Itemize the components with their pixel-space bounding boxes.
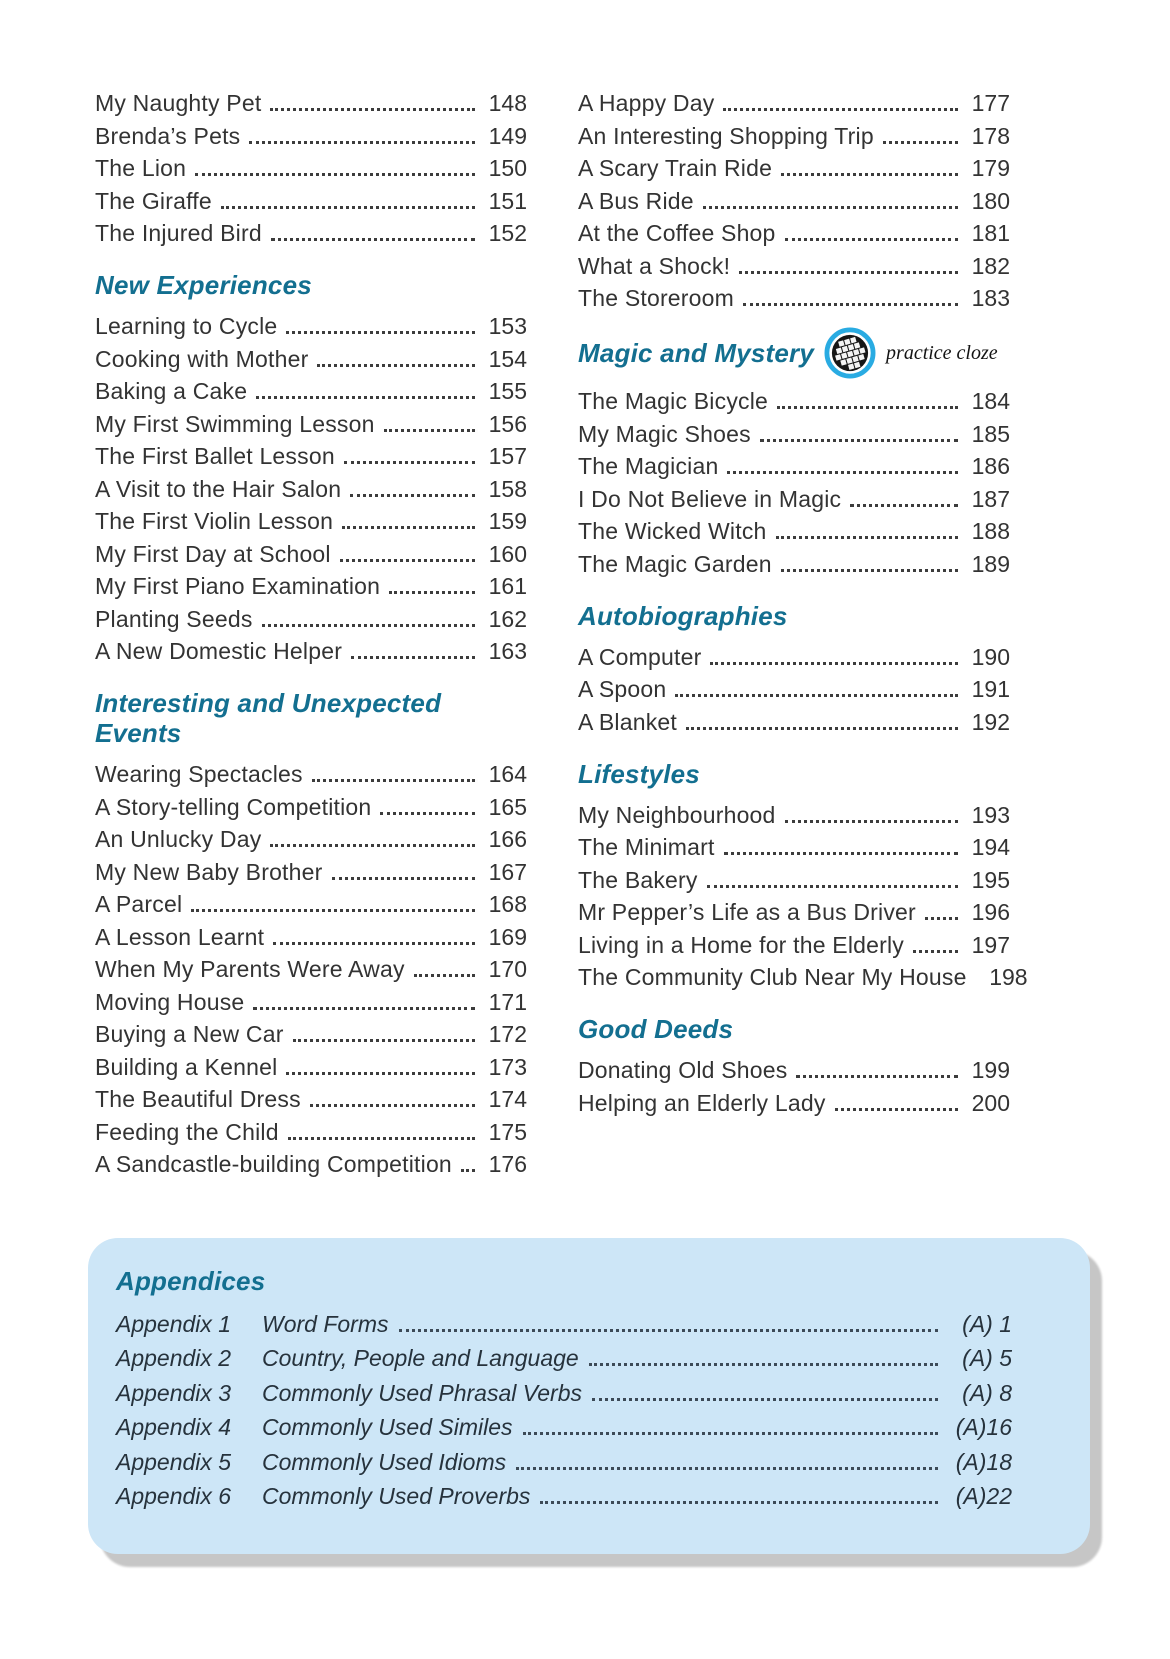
section-heading: New Experiences [95,270,312,300]
appendix-page-number: (A) 8 [962,1379,1012,1406]
entry-page-number: 181 [971,220,1010,246]
toc-entry [95,1053,527,1080]
dotted-leader [293,1039,475,1042]
dotted-leader [342,526,475,529]
dotted-leader [414,974,475,977]
dotted-leader [389,591,475,594]
entry-page-number: 155 [488,378,527,404]
dotted-leader [925,917,958,920]
toc-entry [578,520,1010,543]
toc-entry [578,222,1010,245]
appendix-title: Country, People and Language [262,1345,579,1371]
appendix-label: Appendix 3 [116,1379,232,1406]
entry-page-number: 172 [488,1021,527,1047]
dotted-leader [286,331,475,334]
entry-page-number: 153 [488,313,527,339]
toc-entry [95,540,527,567]
entry-title: A Happy Day [578,90,715,116]
toc-entry [95,763,527,786]
dotted-leader [776,536,958,539]
entry-title: The Giraffe [95,187,212,214]
toc-entry [95,380,527,403]
toc-entry [95,187,527,214]
entry-title: Cooking with Mother [95,345,309,372]
entry-page-number: 190 [971,643,1010,670]
dotted-leader [724,852,958,855]
entry-page-number: 158 [488,475,527,502]
toc-entry [578,485,1010,512]
entry-title: Helping an Elderly Lady [578,1089,826,1116]
entry-title: A New Domestic Helper [95,638,343,664]
toc-entry [578,1089,1010,1116]
entry-page-number: 182 [971,252,1010,279]
entry-title: Living in a Home for the Elderly [578,931,904,958]
dotted-leader [312,779,475,782]
entry-page-number: 196 [971,899,1010,925]
entry-title: The Lion [95,155,187,181]
toc-entry [578,187,1010,214]
appendix-row [116,1312,1012,1336]
toc-entry [95,575,527,598]
entry-page-number: 200 [971,1089,1010,1116]
entry-page-number: 199 [971,1057,1010,1083]
toc-entry [95,605,527,632]
entry-title: Learning to Cycle [95,313,278,339]
toc-entry [578,92,1010,115]
entry-page-number: 149 [488,122,527,149]
entry-page-number: 170 [488,956,527,982]
dotted-leader [340,559,475,562]
entry-page-number: 168 [488,891,527,917]
entry-page-number: 160 [488,540,527,567]
entry-page-number: 179 [971,155,1010,181]
entry-title: The First Ballet Lesson [95,443,335,469]
toc-entry [578,287,1010,310]
entry-page-number: 189 [971,550,1010,577]
entry-page-number: 154 [488,345,527,372]
toc-entry [95,315,527,338]
practice-cloze-badge [824,327,876,379]
dotted-leader [781,173,958,176]
entry-title: My First Swimming Lesson [95,410,375,437]
entry-title: A Parcel [95,891,183,917]
entry-title: My First Day at School [95,540,331,567]
entry-page-number: 159 [488,508,527,534]
toc-entry [578,866,1010,893]
toc-entry [95,640,527,663]
entry-title: My First Piano Examination [95,573,381,599]
appendix-title: Word Forms [262,1310,389,1337]
entry-page-number: 176 [488,1151,527,1177]
appendix-row [116,1346,1012,1370]
toc-entry [578,901,1010,924]
dotted-leader [195,173,475,176]
toc-entry [95,1023,527,1046]
dotted-leader [850,504,958,507]
entry-title: The Magic Garden [578,550,772,577]
practice-cloze-label: practice cloze [886,341,998,364]
entry-page-number: 166 [488,826,527,852]
entry-title: The Magic Bicycle [578,388,769,414]
entry-title: A Lesson Learnt [95,923,265,950]
entry-page-number: 186 [971,453,1010,479]
dotted-leader [883,141,958,144]
section-heading-row [578,326,1010,380]
dotted-leader [743,303,958,306]
entry-page-number: 192 [971,708,1010,735]
toc-entry [95,793,527,820]
appendix-row [116,1415,1012,1439]
entry-title: Mr Pepper’s Life as a Bus Driver [578,899,916,925]
toc-entry [95,828,527,851]
appendices-panel [88,1238,1090,1554]
entry-page-number: 191 [971,676,1010,702]
entry-page-number: 171 [488,988,527,1015]
entry-page-number: 183 [971,285,1010,311]
dotted-leader [271,238,475,241]
toc-entry [95,858,527,885]
entry-title: Moving House [95,988,245,1015]
entry-title: When My Parents Were Away [95,956,405,982]
entry-page-number: 187 [971,485,1010,512]
toc-column-right [578,90,1028,1124]
toc-column-left [95,92,527,1186]
entry-page-number: 164 [488,761,527,787]
toc-entry [95,958,527,981]
entry-page-number: 185 [971,420,1010,447]
dotted-leader [351,656,475,659]
entry-title: Buying a New Car [95,1021,284,1047]
toc-entry [95,92,527,115]
appendix-title: Commonly Used Idioms [262,1448,507,1475]
entry-title: A Blanket [578,708,677,735]
toc-entry [578,931,1010,958]
dotted-leader [380,812,475,815]
entry-title: The Storeroom [578,285,734,311]
section-heading: Magic and Mystery [578,338,815,368]
entry-title: Brenda’s Pets [95,122,241,149]
toc-columns [95,90,1028,1186]
entry-title: My New Baby Brother [95,858,323,885]
entry-title: A Computer [578,643,702,670]
appendix-page-number: (A)18 [955,1448,1012,1475]
entry-title: My Neighbourhood [578,801,776,828]
toc-entry [578,252,1010,279]
dotted-leader [723,108,958,111]
toc-entry [578,1059,1010,1082]
entry-title: My Naughty Pet [95,90,262,116]
entry-page-number: 148 [488,90,527,116]
appendix-label: Appendix 1 [116,1310,232,1337]
entry-page-number: 162 [488,605,527,632]
appendix-label: Appendix 6 [116,1483,232,1509]
dotted-leader [540,1501,938,1504]
entry-page-number: 174 [488,1086,527,1112]
appendix-title: Commonly Used Similes [262,1414,513,1440]
appendix-row [116,1484,1012,1508]
toc-entry [578,550,1010,577]
appendix-row [116,1381,1012,1405]
toc-entry [95,475,527,502]
entry-page-number: 156 [488,410,527,437]
entry-title: A Bus Ride [578,187,694,214]
toc-entry [95,1118,527,1145]
entry-page-number: 193 [971,801,1010,828]
entry-page-number: 152 [488,220,527,246]
toc-entry [95,157,527,180]
entry-title: The Minimart [578,834,715,860]
dotted-leader [191,909,475,912]
toc-entry [95,410,527,437]
entry-page-number: 167 [488,858,527,885]
dotted-leader [273,942,475,945]
dotted-leader [727,471,958,474]
entry-page-number: 157 [488,443,527,469]
section-heading: Good Deeds [578,1014,734,1044]
dotted-leader [286,1072,475,1075]
section-heading: Autobiographies [578,600,788,631]
dotted-leader [399,1329,939,1332]
entry-page-number: 184 [971,388,1010,414]
appendix-label: Appendix 5 [116,1448,232,1475]
toc-entry [95,122,527,149]
dotted-leader [785,238,958,241]
toc-entry [578,157,1010,180]
dotted-leader [686,727,958,730]
dotted-leader [461,1169,475,1172]
toc-entry [95,1088,527,1111]
entry-title: The Beautiful Dress [95,1086,301,1112]
entry-page-number: 197 [971,931,1010,958]
crossword-icon [824,327,876,379]
section-heading: Interesting and Unexpected Events [95,688,442,748]
dotted-leader [785,820,958,823]
entry-title: Building a Kennel [95,1053,278,1080]
dotted-leader [288,1137,475,1140]
entry-page-number: 178 [971,122,1010,149]
appendix-row [116,1450,1012,1474]
dotted-leader [913,950,958,953]
dotted-leader [350,494,475,497]
toc-entry [95,510,527,533]
entry-title: Feeding the Child [95,1118,279,1145]
dotted-leader [262,624,475,627]
entry-title: I Do Not Believe in Magic [578,485,842,512]
dotted-leader [270,844,475,847]
entry-title: An Unlucky Day [95,826,262,852]
dotted-leader [739,271,958,274]
toc-entry [95,445,527,468]
entry-page-number: 188 [971,518,1010,544]
dotted-leader [249,141,475,144]
entry-page-number: 151 [488,187,527,214]
entry-title: The Wicked Witch [578,518,767,544]
entry-title: A Spoon [578,676,667,702]
dotted-leader [332,877,476,880]
entry-page-number: 175 [488,1118,527,1145]
dotted-leader [592,1398,938,1401]
dotted-leader [270,108,475,111]
dotted-leader [796,1075,958,1078]
appendix-title: Commonly Used Phrasal Verbs [262,1379,582,1406]
appendix-page-number: (A) 5 [962,1345,1012,1371]
appendix-label: Appendix 2 [116,1345,232,1371]
toc-entry [578,678,1010,701]
toc-entry [95,222,527,245]
appendix-page-number: (A)16 [955,1414,1012,1440]
dotted-leader [760,439,958,442]
dotted-leader [344,461,475,464]
dotted-leader [707,885,958,888]
toc-entry [578,420,1010,447]
entry-title: The Magician [578,453,719,479]
entry-title: Donating Old Shoes [578,1057,788,1083]
entry-page-number: 194 [971,834,1010,860]
dotted-leader [777,406,958,409]
dotted-leader [317,364,475,367]
entry-page-number: 177 [971,90,1010,116]
toc-entry [95,923,527,950]
entry-title: The Bakery [578,866,698,893]
entry-title: A Sandcastle-building Competition [95,1151,452,1177]
toc-entry [578,455,1010,478]
entry-title: A Scary Train Ride [578,155,773,181]
toc-entry [578,801,1010,828]
entry-title: The First Violin Lesson [95,508,334,534]
toc-entry [578,964,1028,990]
toc-entry [578,643,1010,670]
entry-page-number: 165 [488,793,527,820]
entry-title: A Story-telling Competition [95,793,372,820]
entry-title: Planting Seeds [95,605,253,632]
appendices-heading: Appendices [116,1265,266,1296]
toc-entry [578,836,1010,859]
section-heading: Lifestyles [578,758,700,789]
entry-title: Wearing Spectacles [95,761,303,787]
entry-title: What a Shock! [578,252,731,279]
entry-page-number: 173 [488,1053,527,1080]
dotted-leader [703,206,958,209]
dotted-leader [710,662,958,665]
dotted-leader [589,1363,938,1366]
toc-entry [578,122,1010,149]
appendices-rows [116,1312,1012,1509]
dotted-leader [384,429,475,432]
dotted-leader [781,569,958,572]
entry-page-number: 180 [971,187,1010,214]
entry-page-number: 161 [488,573,527,599]
toc-entry [95,988,527,1015]
appendix-page-number: (A)22 [955,1483,1012,1509]
dotted-leader [835,1108,958,1111]
appendix-title: Commonly Used Proverbs [262,1483,531,1509]
entry-page-number: 198 [989,964,1028,990]
toc-entry [578,708,1010,735]
appendix-page-number: (A) 1 [962,1310,1012,1337]
entry-title: At the Coffee Shop [578,220,776,246]
entry-page-number: 195 [971,866,1010,893]
dotted-leader [310,1104,475,1107]
entry-title: A Visit to the Hair Salon [95,475,342,502]
entry-title: An Interesting Shopping Trip [578,122,874,149]
entry-title: The Injured Bird [95,220,262,246]
entry-title: My Magic Shoes [578,420,751,447]
toc-entry [578,390,1010,413]
entry-page-number: 163 [488,638,527,664]
toc-entry [95,1153,527,1176]
entry-title: Baking a Cake [95,378,248,404]
dotted-leader [523,1432,938,1435]
dotted-leader [256,396,475,399]
appendix-label: Appendix 4 [116,1414,232,1440]
dotted-leader [221,206,475,209]
entry-title: The Community Club Near My House [578,964,967,990]
toc-entry [95,345,527,372]
toc-entry [95,893,527,916]
entry-page-number: 169 [488,923,527,950]
dotted-leader [253,1007,475,1010]
entry-page-number: 150 [488,155,527,181]
dotted-leader [675,694,958,697]
dotted-leader [516,1467,938,1470]
